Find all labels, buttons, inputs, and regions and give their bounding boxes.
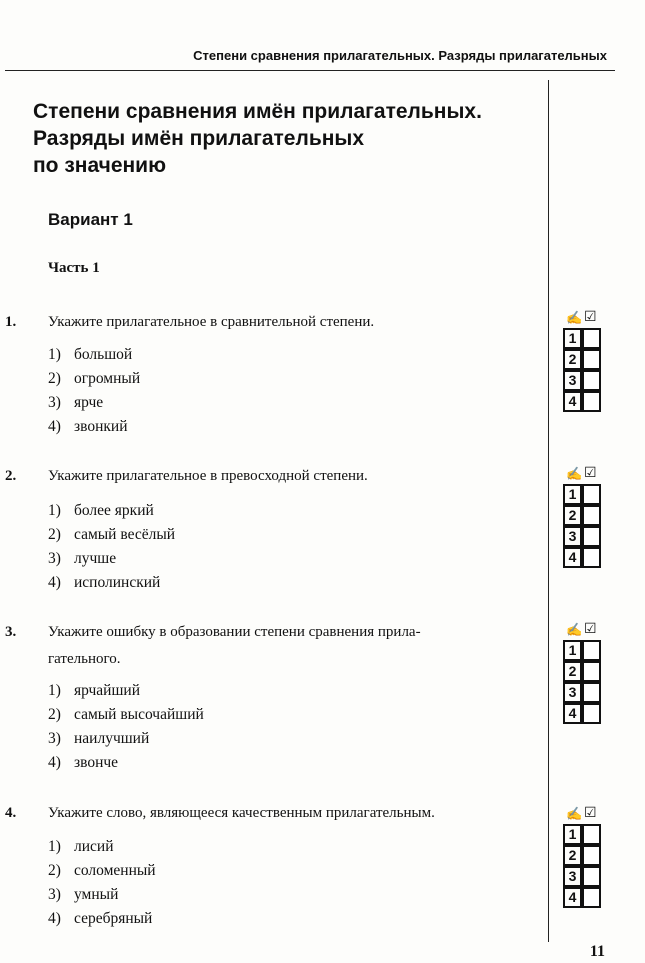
question-number: 4. bbox=[5, 805, 17, 821]
option-item bbox=[48, 703, 204, 727]
answer-checkbox[interactable] bbox=[582, 703, 601, 724]
question-number: 1. bbox=[5, 314, 17, 330]
answer-digit: 4 bbox=[563, 391, 582, 412]
option-number: 1) bbox=[48, 682, 61, 699]
answer-row bbox=[563, 703, 608, 724]
option-item bbox=[48, 835, 156, 859]
answer-digit: 2 bbox=[563, 845, 582, 866]
option-item bbox=[48, 415, 140, 439]
answer-row bbox=[563, 484, 608, 505]
title-line: Разряды имён прилагательных bbox=[33, 127, 365, 150]
answer-row bbox=[563, 661, 608, 682]
answer-row bbox=[563, 866, 608, 887]
answer-digit: 1 bbox=[563, 328, 582, 349]
pencil-icon: ✍ bbox=[566, 622, 583, 637]
question-number: 2. bbox=[5, 468, 17, 484]
option-number: 2) bbox=[48, 706, 61, 723]
option-text: ярче bbox=[74, 394, 104, 411]
option-number: 3) bbox=[48, 550, 61, 567]
answer-checkbox[interactable] bbox=[582, 824, 601, 845]
option-text: большой bbox=[74, 346, 133, 363]
running-head: Степени сравнения прилагательных. Разряды прилагательных bbox=[193, 48, 607, 63]
checkbox-icon: ☑ bbox=[584, 622, 597, 637]
answer-marks bbox=[563, 622, 608, 640]
variant-heading: Вариант 1 bbox=[48, 210, 133, 229]
question-text-line: Укажите слово, являющееся качественным прилагательным. bbox=[48, 805, 435, 821]
title-line: Степени сравнения имён прилагательных. bbox=[33, 100, 482, 123]
answer-marks bbox=[563, 806, 608, 824]
option-number: 1) bbox=[48, 502, 61, 519]
answer-box bbox=[563, 466, 608, 568]
answer-row bbox=[563, 547, 608, 568]
answer-row bbox=[563, 328, 608, 349]
answer-digit: 2 bbox=[563, 661, 582, 682]
question-text bbox=[48, 309, 543, 336]
option-text: серебряный bbox=[74, 910, 153, 927]
option-text: ярчайший bbox=[74, 682, 140, 699]
option-text: наилучший bbox=[74, 730, 150, 747]
answer-checkbox[interactable] bbox=[582, 845, 601, 866]
answer-row bbox=[563, 887, 608, 908]
option-number: 4) bbox=[48, 910, 61, 927]
answer-digit: 3 bbox=[563, 866, 582, 887]
answer-checkbox[interactable] bbox=[582, 484, 601, 505]
option-text: лисий bbox=[74, 838, 114, 855]
answer-checkbox[interactable] bbox=[582, 640, 601, 661]
option-item bbox=[48, 859, 156, 883]
option-number: 4) bbox=[48, 418, 61, 435]
page-title bbox=[33, 98, 482, 179]
answer-box bbox=[563, 622, 608, 724]
answer-box bbox=[563, 310, 608, 412]
option-number: 4) bbox=[48, 754, 61, 771]
header-rule bbox=[5, 70, 615, 71]
option-text: звонкий bbox=[74, 418, 128, 435]
question-number: 3. bbox=[5, 624, 17, 640]
option-text: самый высочайший bbox=[74, 706, 204, 723]
answer-row bbox=[563, 640, 608, 661]
answer-checkbox[interactable] bbox=[582, 547, 601, 568]
option-text: соломенный bbox=[74, 862, 156, 879]
answer-digit: 4 bbox=[563, 887, 582, 908]
option-number: 2) bbox=[48, 370, 61, 387]
answer-digit: 2 bbox=[563, 349, 582, 370]
answer-digit: 1 bbox=[563, 484, 582, 505]
question-text-line: Укажите прилагательное в превосходной степени. bbox=[48, 468, 368, 484]
answer-digit: 1 bbox=[563, 640, 582, 661]
answer-row bbox=[563, 391, 608, 412]
option-item bbox=[48, 391, 140, 415]
answer-checkbox[interactable] bbox=[582, 682, 601, 703]
option-number: 4) bbox=[48, 574, 61, 591]
answer-row bbox=[563, 505, 608, 526]
option-item bbox=[48, 679, 204, 703]
answer-checkbox[interactable] bbox=[582, 526, 601, 547]
answer-row bbox=[563, 682, 608, 703]
option-item bbox=[48, 547, 175, 571]
option-text: исполинский bbox=[74, 574, 161, 591]
answer-marks bbox=[563, 466, 608, 484]
option-number: 1) bbox=[48, 838, 61, 855]
option-text: умный bbox=[74, 886, 119, 903]
answer-digit: 3 bbox=[563, 682, 582, 703]
answer-row bbox=[563, 526, 608, 547]
option-text: звонче bbox=[74, 754, 119, 771]
answer-checkbox[interactable] bbox=[582, 370, 601, 391]
checkbox-icon: ☑ bbox=[584, 466, 597, 481]
option-text: лучше bbox=[74, 550, 117, 567]
question-text-line: Укажите прилагательное в сравнительной степени. bbox=[48, 314, 375, 330]
pencil-icon: ✍ bbox=[566, 466, 583, 481]
option-item bbox=[48, 367, 140, 391]
answer-digit: 4 bbox=[563, 547, 582, 568]
answer-box bbox=[563, 806, 608, 908]
answer-digit: 4 bbox=[563, 703, 582, 724]
answer-marks bbox=[563, 310, 608, 328]
answer-checkbox[interactable] bbox=[582, 661, 601, 682]
answer-row bbox=[563, 824, 608, 845]
option-text: более яркий bbox=[74, 502, 154, 519]
option-item bbox=[48, 751, 204, 775]
option-item bbox=[48, 343, 140, 367]
checkbox-icon: ☑ bbox=[584, 806, 597, 821]
answer-checkbox[interactable] bbox=[582, 328, 601, 349]
option-number: 3) bbox=[48, 394, 61, 411]
answer-digit: 3 bbox=[563, 370, 582, 391]
answer-digit: 1 bbox=[563, 824, 582, 845]
option-text: самый весёлый bbox=[74, 526, 176, 543]
question-text bbox=[48, 463, 543, 490]
answer-row bbox=[563, 845, 608, 866]
answer-checkbox[interactable] bbox=[582, 505, 601, 526]
answer-checkbox[interactable] bbox=[582, 887, 601, 908]
answer-row bbox=[563, 349, 608, 370]
page-number: 11 bbox=[589, 943, 605, 960]
option-number: 3) bbox=[48, 886, 61, 903]
option-item bbox=[48, 523, 175, 547]
option-item bbox=[48, 727, 204, 751]
option-list bbox=[48, 499, 175, 595]
question-text bbox=[48, 800, 543, 827]
answer-checkbox[interactable] bbox=[582, 391, 601, 412]
answer-row bbox=[563, 370, 608, 391]
option-number: 2) bbox=[48, 862, 61, 879]
question-text bbox=[48, 619, 543, 673]
answer-checkbox[interactable] bbox=[582, 349, 601, 370]
option-number: 2) bbox=[48, 526, 61, 543]
option-item bbox=[48, 499, 175, 523]
pencil-icon: ✍ bbox=[566, 806, 583, 821]
title-line: по значению bbox=[33, 154, 167, 177]
option-item bbox=[48, 883, 156, 907]
option-list bbox=[48, 835, 156, 931]
option-list bbox=[48, 679, 204, 775]
option-number: 3) bbox=[48, 730, 61, 747]
answer-digit: 2 bbox=[563, 505, 582, 526]
option-item bbox=[48, 571, 175, 595]
pencil-icon: ✍ bbox=[566, 310, 583, 325]
part-heading: Часть 1 bbox=[48, 260, 100, 276]
option-text: огромный bbox=[74, 370, 141, 387]
answer-checkbox[interactable] bbox=[582, 866, 601, 887]
question-text-line: гательного. bbox=[48, 651, 121, 667]
option-number: 1) bbox=[48, 346, 61, 363]
question-text-line: Укажите ошибку в образовании степени сравнения прила- bbox=[48, 624, 421, 640]
checkbox-icon: ☑ bbox=[584, 310, 597, 325]
answer-digit: 3 bbox=[563, 526, 582, 547]
option-list bbox=[48, 343, 140, 439]
answer-column-divider bbox=[548, 80, 549, 942]
option-item bbox=[48, 907, 156, 931]
